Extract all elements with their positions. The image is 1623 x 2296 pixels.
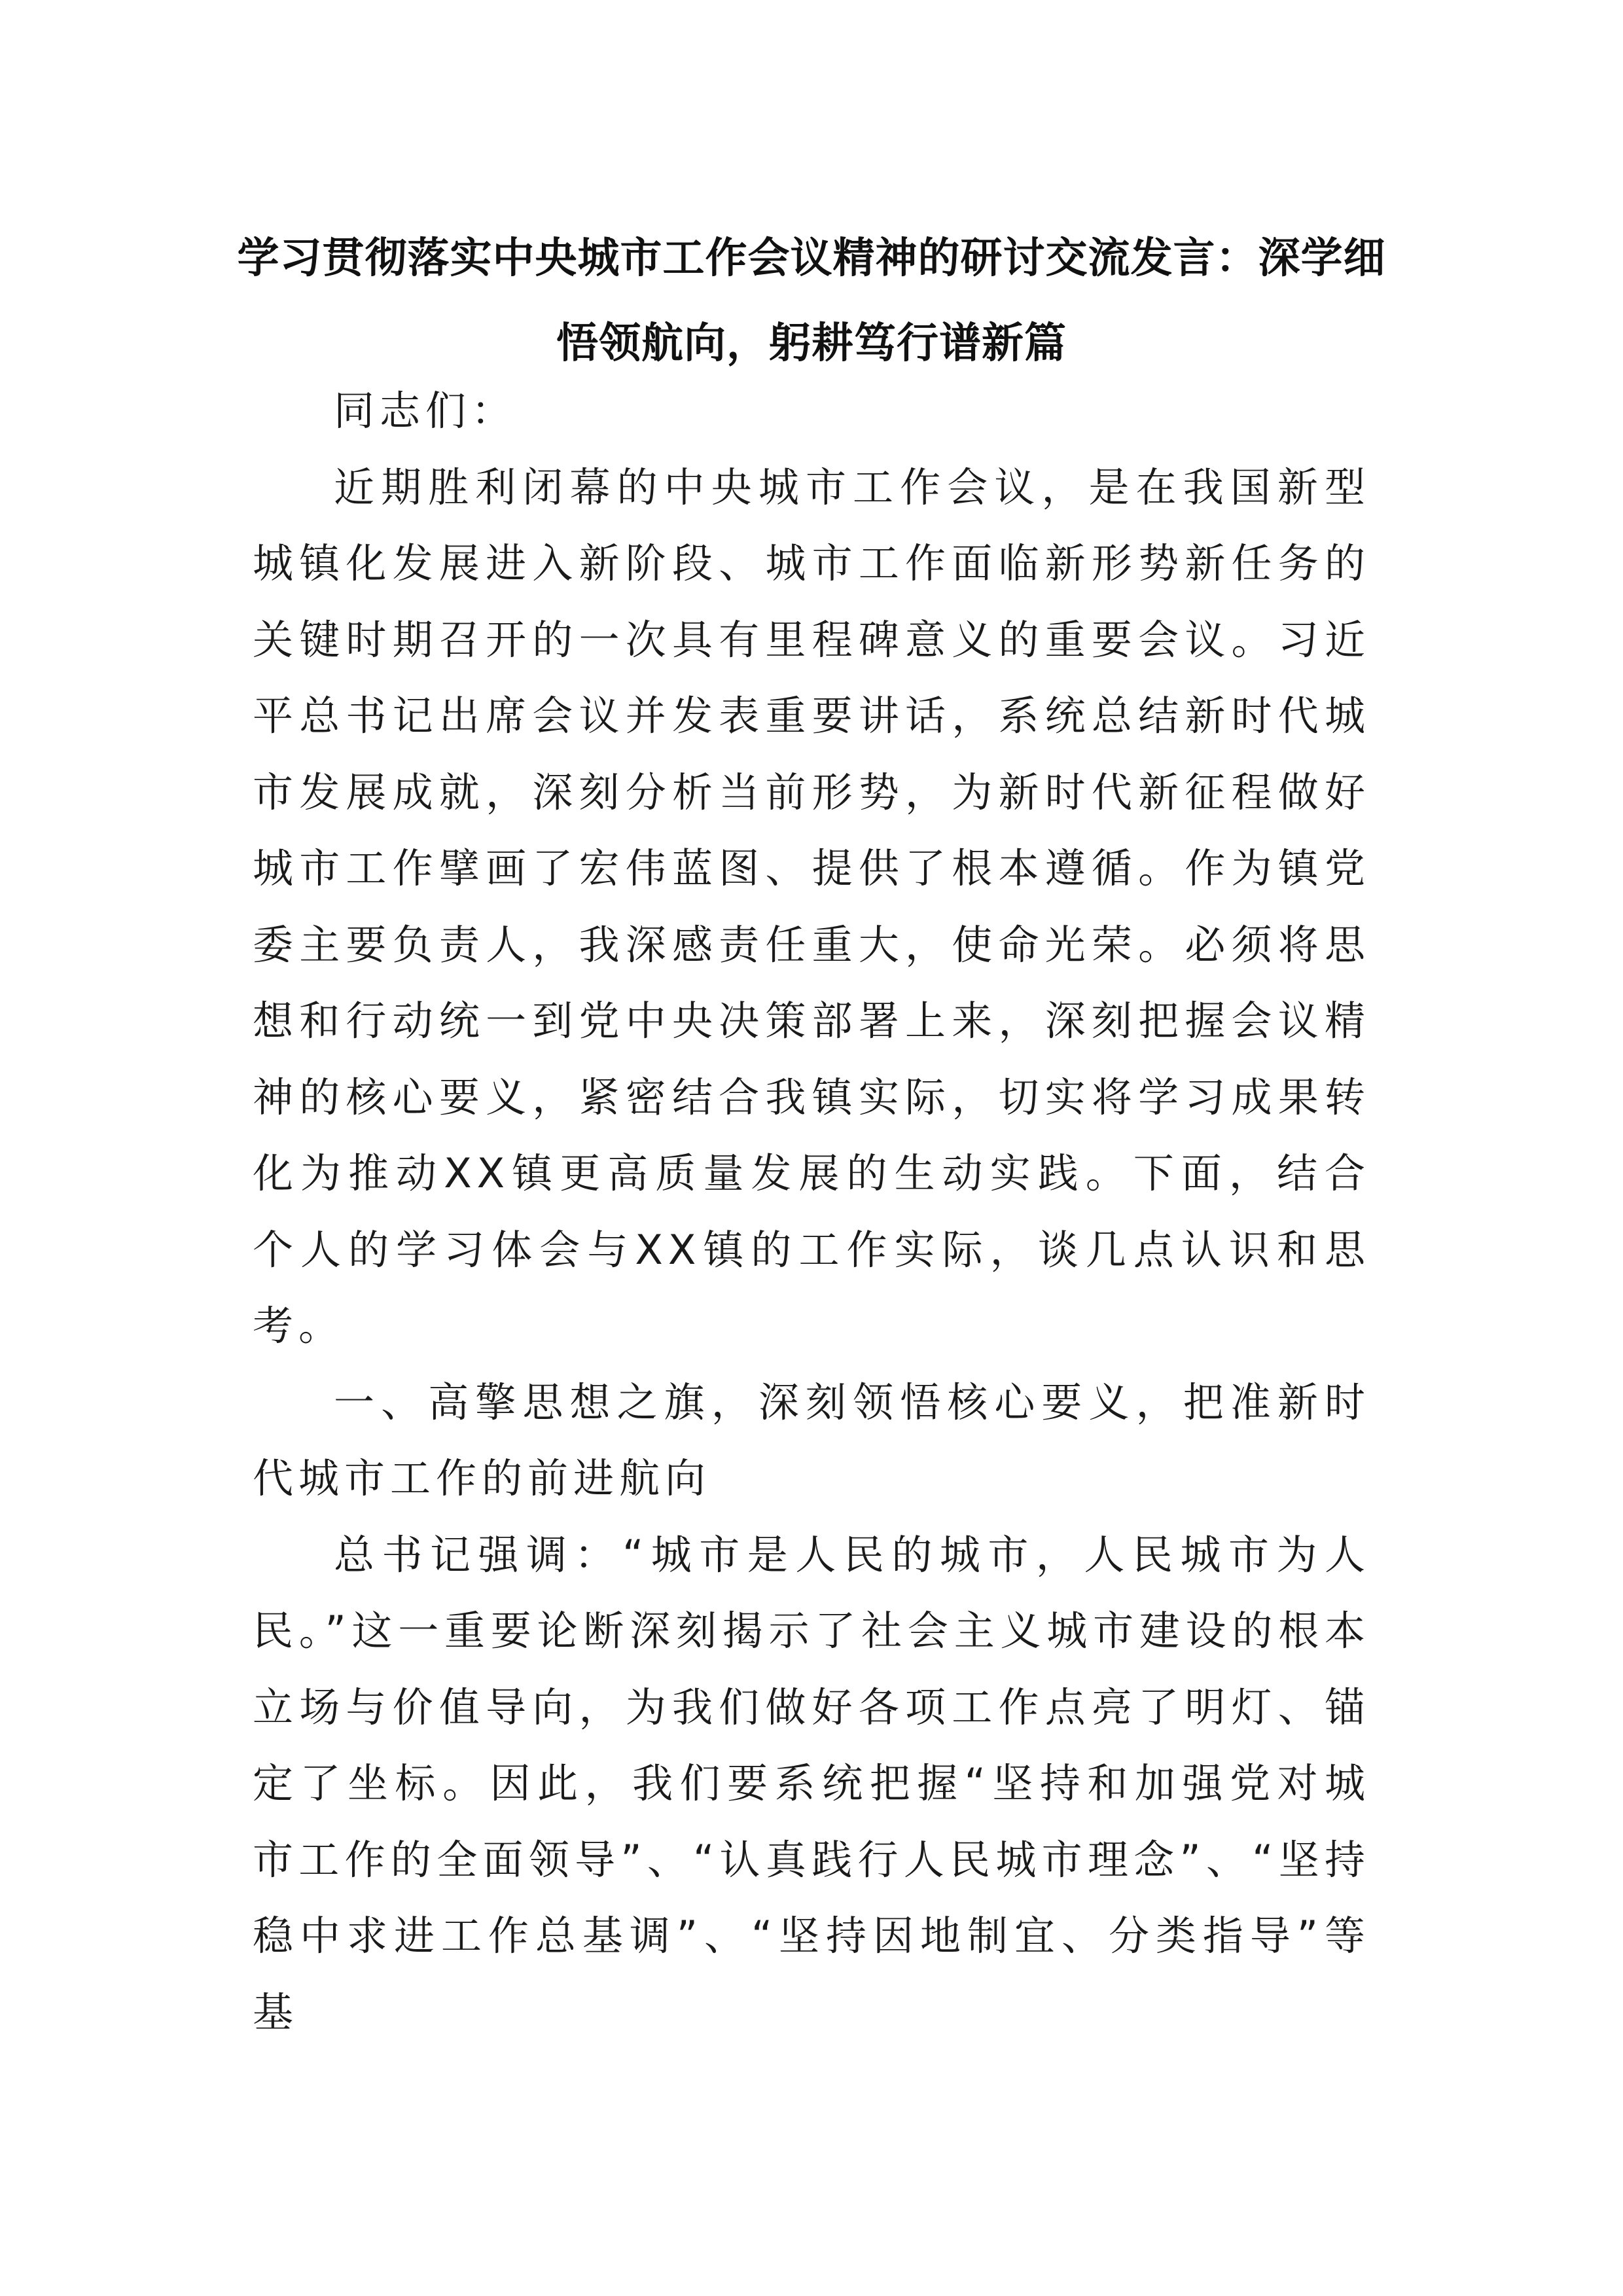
document-title: 学习贯彻落实中央城市工作会议精神的研讨交流发言：深学细悟领航向，躬耕笃行谱新篇 [237,234,1386,368]
section-heading-1: 一、高擎思想之旗，深刻领悟核心要义，把准新时代城市工作的前进航向 [253,1378,1370,1502]
paragraph-intro: 近期胜利闭幕的中央城市工作会议，是在我国新型城镇化发展进入新阶段、城市工作面临新形势新任务的关键时期召开的一次具有里程碑意义的重要会议。习近平总书记出席会议并发表重要讲话，系统总结新时代城市发展成就，深刻分析当前形势，为新时代新征程做好城市工作擘画了宏伟蓝图、提供了根本遵循。作为镇党委主要负责人，我深感责任重大，使命光荣。必须将思想和行动统一到党中央决策部署上来，深刻把握会议精神的核心要义，紧密结合我镇实际，切实将学习成果转化为推动XX镇更高质量发展的生动实践。下面，结合个人的学习体会与XX镇的工作实际，谈几点认识和思考。 [253,463,1370,1350]
paragraph-section-1: 总书记强调：“城市是人民的城市，人民城市为人民。”这一重要论断深刻揭示了社会主义城市建设的根本立场与价值导向，为我们做好各项工作点亮了明灯、锚定了坐标。因此，我们要系统把握“坚持和加强党对城市工作的全面领导”、“认真践行人民城市理念”、“坚持稳中求进工作总基调”、“坚持因地制宜、分类指导”等基 [253,1530,1370,2036]
document-body [253,373,1370,2051]
salutation: 同志们： [334,387,518,435]
